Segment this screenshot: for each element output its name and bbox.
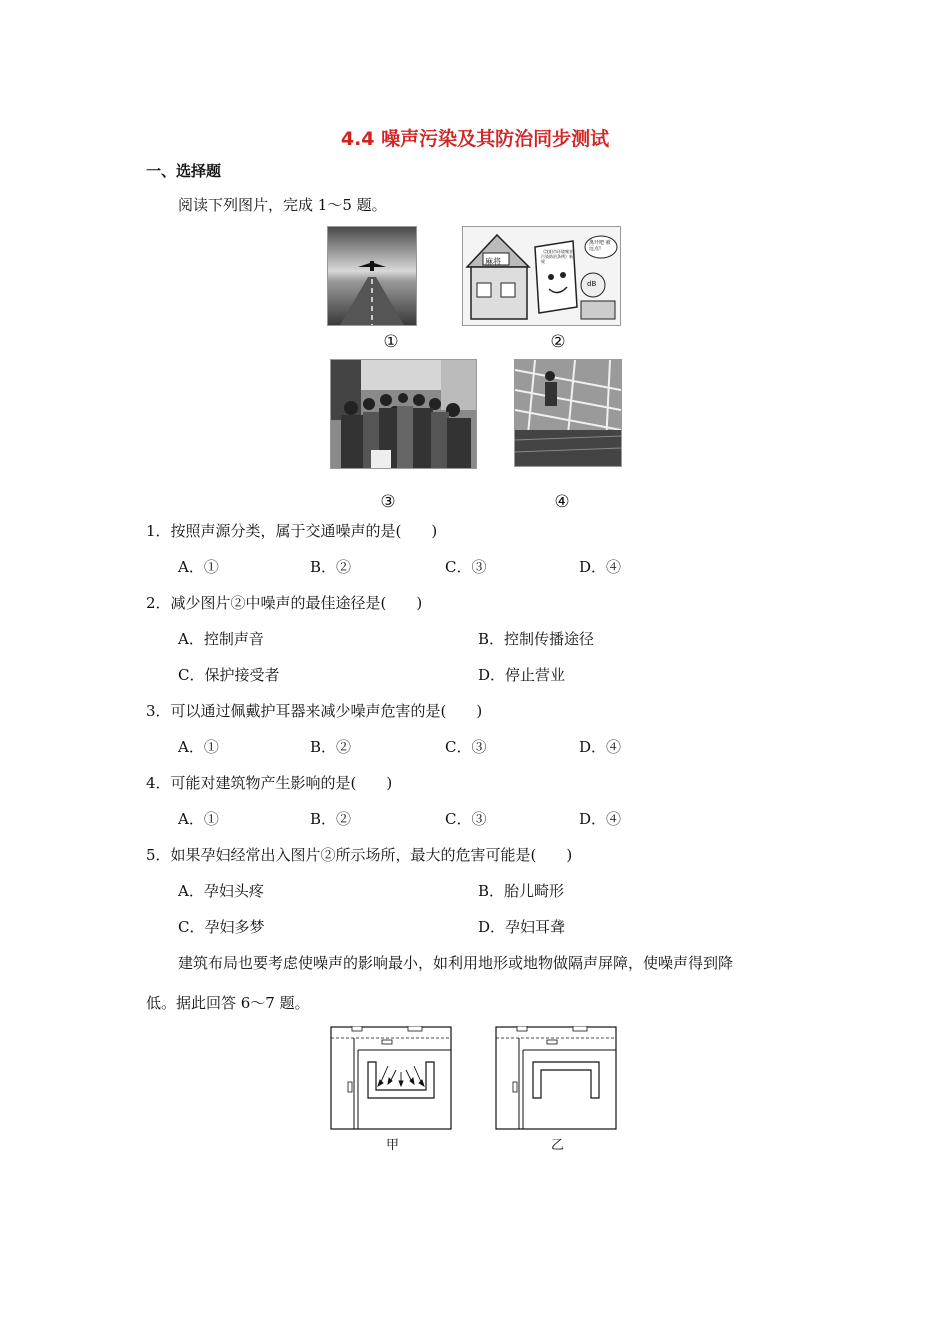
question-1-option-c: C．③ [445, 558, 487, 576]
question-1-option-b: B．② [310, 558, 352, 576]
photo-crowd [330, 359, 477, 469]
intro-text: 阅读下列图片，完成 1～5 题。 [178, 196, 387, 214]
cartoon-meter: dB [587, 280, 597, 288]
photo-cartoon [462, 226, 621, 326]
question-5-option-b: B．胎儿畸形 [478, 882, 565, 900]
cartoon-bubble: 离开吧 被远点! [589, 240, 611, 252]
question-2-option-a: A．控制声音 [178, 630, 264, 648]
question-3-option-a: A．① [178, 738, 219, 756]
question-4-option-c: C．③ [445, 810, 487, 828]
diagram-label-jia: 甲 [386, 1138, 400, 1153]
layout-diagram-yi [495, 1026, 617, 1130]
question-2-stem: 2．减少图片②中噪声的最佳途径是( ) [146, 594, 423, 612]
question-4-stem: 4．可能对建筑物产生影响的是( ) [146, 774, 393, 792]
section-heading: 一、选择题 [146, 162, 222, 180]
question-2-option-c: C．保护接受者 [178, 666, 280, 684]
question-5-option-a: A．孕妇头疼 [178, 882, 264, 900]
cartoon-sign: 麻将 [485, 257, 501, 266]
photo-construction [514, 359, 622, 467]
question-3-option-c: C．③ [445, 738, 487, 756]
page-title: 4.4 噪声污染及其防治同步测试 [340, 128, 610, 150]
layout-diagram-jia [330, 1026, 452, 1130]
figure-caption-1: ① [383, 332, 399, 352]
photo-airplane [327, 226, 417, 326]
question-2-option-b: B．控制传播途径 [478, 630, 595, 648]
paragraph-line-1: 建筑布局也要考虑使噪声的影响最小，如利用地形或地物做隔声屏障，使噪声得到降 [178, 954, 734, 972]
question-3-option-d: D．④ [579, 738, 622, 756]
cartoon-banner: 《沈阳市环境噪音污染防治条例》新规 [541, 249, 573, 264]
question-1-stem: 1．按照声源分类，属于交通噪声的是( ) [146, 522, 438, 540]
question-5-stem: 5．如果孕妇经常出入图片②所示场所，最大的危害可能是( ) [146, 846, 573, 864]
question-4-option-d: D．④ [579, 810, 622, 828]
paragraph-line-2: 低。据此回答 6～7 题。 [146, 994, 310, 1012]
diagram-label-yi: 乙 [551, 1138, 565, 1153]
figure-caption-4: ④ [554, 492, 570, 512]
question-1-option-a: A．① [178, 558, 219, 576]
question-5-option-c: C．孕妇多梦 [178, 918, 265, 936]
figure-caption-3: ③ [380, 492, 396, 512]
question-5-option-d: D．孕妇耳聋 [478, 918, 566, 936]
question-3-stem: 3．可以通过佩戴护耳器来减少噪声危害的是( ) [146, 702, 483, 720]
question-4-option-a: A．① [178, 810, 219, 828]
figure-caption-2: ② [550, 332, 566, 352]
question-1-option-d: D．④ [579, 558, 622, 576]
question-3-option-b: B．② [310, 738, 352, 756]
question-4-option-b: B．② [310, 810, 352, 828]
question-2-option-d: D．停止营业 [478, 666, 566, 684]
